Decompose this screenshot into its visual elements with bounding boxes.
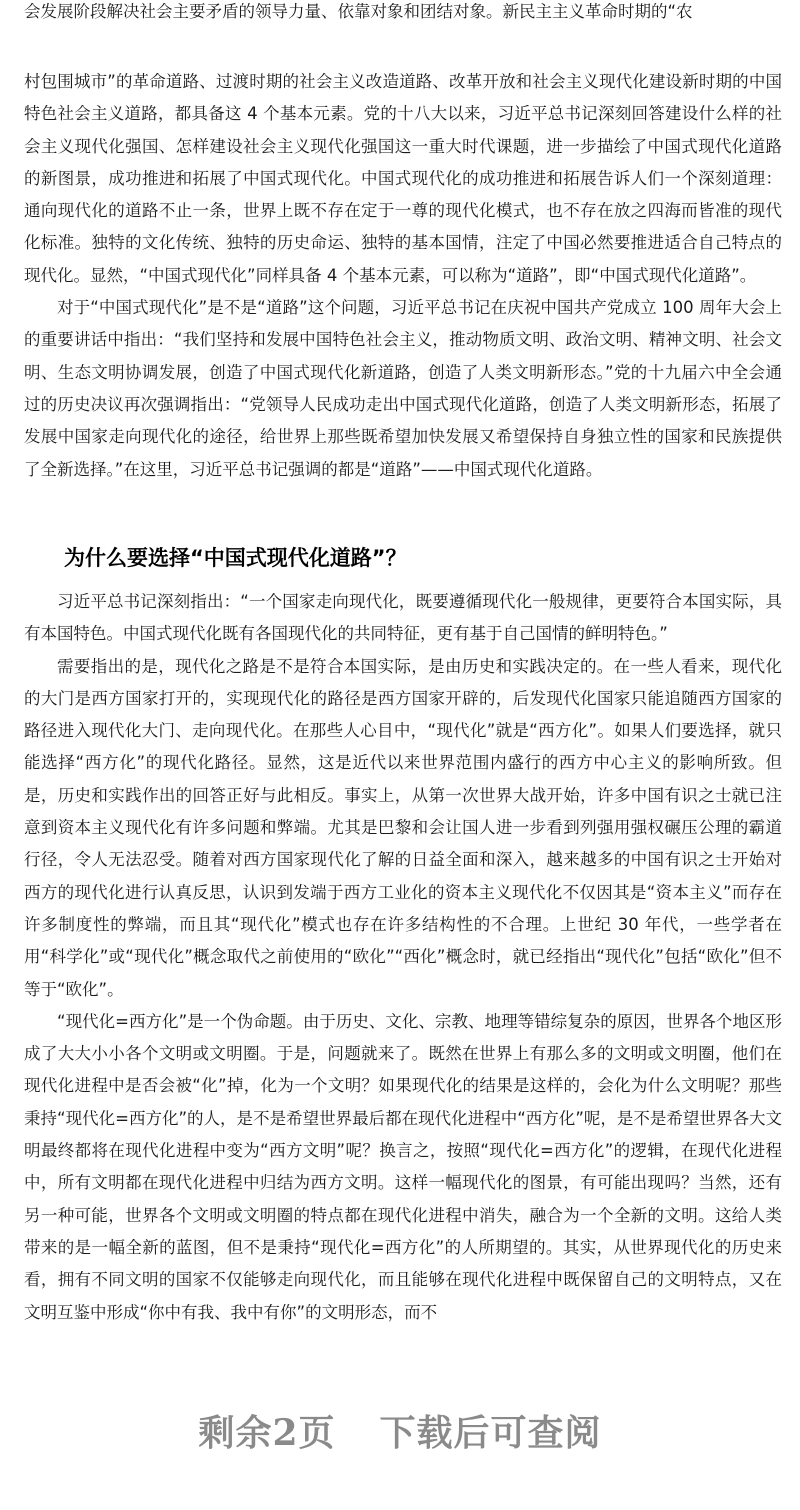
body-section-2 bbox=[24, 546, 782, 1329]
download-prompt[interactable] bbox=[0, 1405, 800, 1456]
section-heading: 为什么要选择“中国式现代化道路”？ bbox=[64, 546, 407, 570]
paragraph: 村包围城市”的革命道路、过渡时期的社会主义改造道路、改革开放和社会主义现代化建设新时期的中国特色社会主义道路，都具备这 4 个基本元素。党的十八大以来，习近平总书记深刻回答建设什么样的社会主义现代化强国、怎样建设社会主义现代化强国这一重大时代课题，进一步描绘了中国式现代化道路的新图景，成功推进和拓展了中国式现代化。中国式现代化的成功推进和拓展告诉人们一个深刻道理：通向现代化的道路不止一条，世界上既不存在定于一尊的现代化模式，也不存在放之四海而皆准的现代化标准。独特的文化传统、独特的历史命运、独特的基本国情，注定了中国必然要推进适合自己特点的现代化。显然，“中国式现代化”同样具备 4 个基本元素，可以称为“道路”，即“中国式现代化道路”。 bbox=[24, 72, 782, 285]
paragraph: 习近平总书记深刻指出：“一个国家走向现代化，既要遵循现代化一般规律，更要符合本国实际，具有本国特色。中国式现代化既有各国现代化的共同特征，更有基于自己国情的鲜明特色。” bbox=[24, 592, 782, 644]
page-gap bbox=[0, 30, 800, 68]
body-section-1 bbox=[24, 66, 782, 486]
download-to-view-label: 下载后可查阅 bbox=[379, 1412, 602, 1454]
paragraph: 需要指出的是，现代化之路是不是符合本国实际，是由历史和实践决定的。在一些人看来，现代化的大门是西方国家打开的，实现现代化的路径是西方国家开辟的，后发现代化国家只能追随西方国家的路径进入现代化大门、走向现代化。在那些人心目中，“现代化”就是“西方化”。如果人们要选择，就只能选择“西方化”的现代化路径。显然，这是近代以来世界范围内盛行的西方中心主义的影响所致。但是，历史和实践作出的回答正好与此相反。事实上，从第一次世界大战开始，许多中国有识之士就已注意到资本主义现代化有许多问题和弊端。尤其是巴黎和会让国人进一步看到列强用强权碾压公理的霸道行径，令人无法忍受。随着对西方国家现代化了解的日益全面和深入，越来越多的中国有识之士开始对西方的现代化进行认真反思，认识到发端于西方工业化的资本主义现代化不仅因其是“资本主义”而存在许多制度性的弊端，而且其“现代化”模式也存在许多结构性的不合理。上世纪 30 年代，一些学者在用“科学化”或“现代化”概念取代之前使用的“欧化”“西化”概念时，就已经指出“现代化”包括“欧化”但不等于“欧化”。 bbox=[24, 656, 782, 999]
remaining-pages-label: 剩余2页 bbox=[198, 1412, 336, 1454]
paragraph: “现代化=西方化”是一个伪命题。由于历史、文化、宗教、地理等错综复杂的原因，世界各个地区形成了大大小小各个文明或文明圈。于是，问题就来了。既然在世界上有那么多的文明或文明圈，他们在现代化进程中是否会被“化”掉，化为一个文明？如果现代化的结果是这样的，会化为什么文明呢？那些秉持“现代化=西方化”的人，是不是希望世界最后都在现代化进程中“西方化”呢，是不是希望世界各大文明最终都将在现代化进程中变为“西方文明”呢？换言之，按照“现代化=西方化”的逻辑，在现代化进程中，所有文明都在现代化进程中归结为西方文明。这样一幅现代化的图景，有可能出现吗？当然，还有另一种可能，世界各个文明或文明圈的特点都在现代化进程中消失，融合为一个全新的文明。这给人类带来的是一幅全新的蓝图，但不是秉持“现代化=西方化”的人所期望的。其实，从世界现代化的历史来看，拥有不同文明的国家不仅能够走向现代化，而且能够在现代化进程中既保留自己的文明特点，又在文明互鉴中形成“你中有我、我中有你”的文明形态，而不 bbox=[24, 1011, 782, 1322]
previous-page-last-line: 会发展阶段解决社会主要矛盾的领导力量、依靠对象和团结对象。新民主主义革命时期的“农 bbox=[24, 2, 693, 21]
paragraph: 对于“中国式现代化”是不是“道路”这个问题，习近平总书记在庆祝中国共产党成立 100 周年大会上的重要讲话中指出：“我们坚持和发展中国特色社会主义，推动物质文明、政治文明、精神文明、社会文明、生态文明协调发展，创造了中国式现代化新道路，创造了人类文明新形态。”党的十九届六中全会通过的历史决议再次强调指出：“党领导人民成功走出中国式现代化道路，创造了人类文明新形态，拓展了发展中国家走向现代化的途径，给世界上那些既希望加快发展又希望保持自身独立性的国家和民族提供了全新选择。”在这里，习近平总书记强调的都是“道路”——中国式现代化道路。 bbox=[24, 298, 782, 479]
